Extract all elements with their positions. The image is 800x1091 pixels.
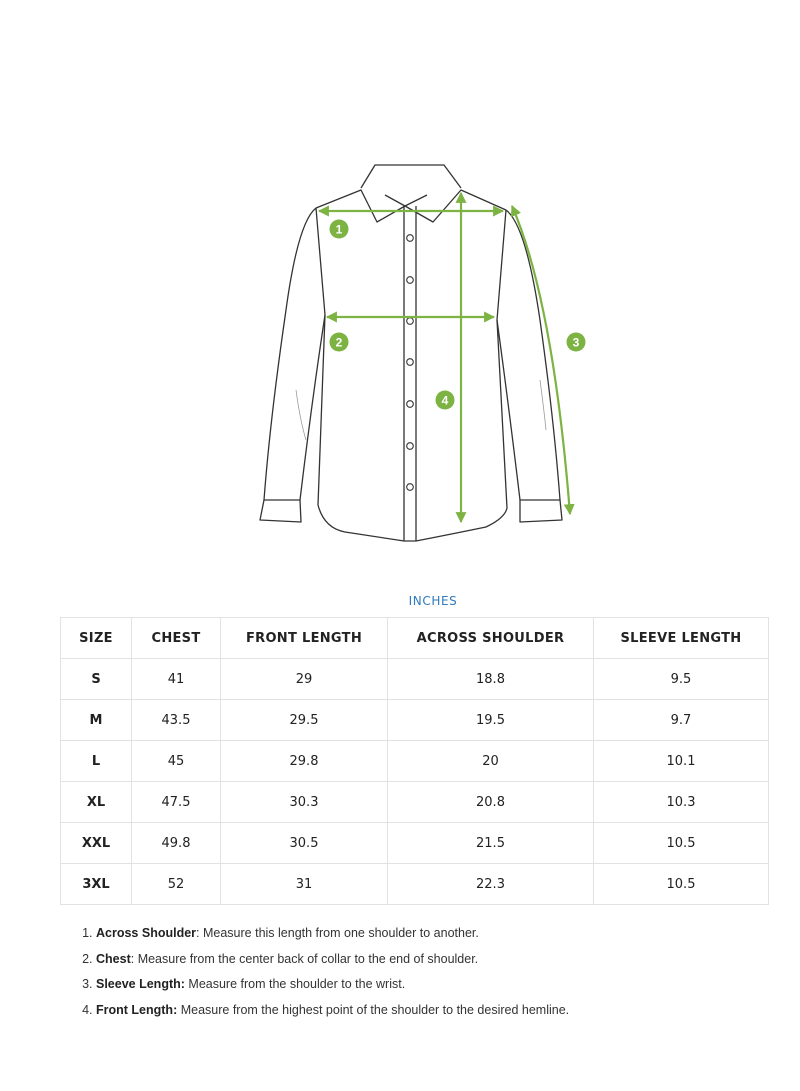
- size-cell: S: [61, 659, 132, 700]
- note-item: 1. Across Shoulder: Measure this length from one shoulder to another.: [96, 924, 569, 950]
- front-length-cell: 29.5: [221, 700, 388, 741]
- note-term: Front Length:: [96, 1002, 178, 1017]
- note-term: Chest: [96, 951, 131, 966]
- table-row: [61, 823, 769, 864]
- chest-cell: 41: [132, 659, 221, 700]
- chest-cell: 47.5: [132, 782, 221, 823]
- sleeve-length-cell: 10.3: [594, 782, 769, 823]
- chest-cell: 45: [132, 741, 221, 782]
- note-text: Measure this length from one shoulder to another.: [202, 926, 479, 940]
- measurement-markers: [330, 220, 586, 410]
- size-cell: 3XL: [61, 864, 132, 905]
- chest-cell: 43.5: [132, 700, 221, 741]
- header-across-shoulder: ACROSS SHOULDER: [388, 618, 594, 659]
- sleeve-length-cell: 9.5: [594, 659, 769, 700]
- across-shoulder-cell: 19.5: [388, 700, 594, 741]
- svg-text:3: 3: [572, 335, 580, 350]
- size-chart-table: [60, 617, 769, 905]
- table-row: [61, 700, 769, 741]
- size-cell: XXL: [61, 823, 132, 864]
- across-shoulder-cell: 21.5: [388, 823, 594, 864]
- size-cell: XL: [61, 782, 132, 823]
- across-shoulder-cell: 22.3: [388, 864, 594, 905]
- chest-cell: 49.8: [132, 823, 221, 864]
- across-shoulder-cell: 18.8: [388, 659, 594, 700]
- marker-4: [436, 391, 455, 410]
- sleeve-length-cell: 10.1: [594, 741, 769, 782]
- header-size: SIZE: [61, 618, 132, 659]
- front-length-cell: 30.3: [221, 782, 388, 823]
- marker-1: [330, 220, 349, 239]
- table-row: [61, 659, 769, 700]
- marker-2: [330, 333, 349, 352]
- measurement-notes: [80, 924, 569, 1026]
- chest-cell: 52: [132, 864, 221, 905]
- across-shoulder-cell: 20.8: [388, 782, 594, 823]
- note-item: [96, 1001, 569, 1027]
- svg-text:2: 2: [335, 335, 343, 350]
- sleeve-length-cell: 10.5: [594, 864, 769, 905]
- size-cell: M: [61, 700, 132, 741]
- marker-3: [567, 333, 586, 352]
- table-row: [61, 864, 769, 905]
- across-shoulder-cell: 20: [388, 741, 594, 782]
- front-length-cell: 30.5: [221, 823, 388, 864]
- sleeve-length-cell: 10.5: [594, 823, 769, 864]
- header-chest: CHEST: [132, 618, 221, 659]
- note-text: Measure from the center back of collar to the end of shoulder.: [137, 951, 479, 966]
- front-length-cell: 29.8: [221, 741, 388, 782]
- table-row: [61, 741, 769, 782]
- svg-text:4: 4: [441, 393, 449, 408]
- table-header-row: [61, 618, 769, 659]
- header-front-length: FRONT LENGTH: [221, 618, 388, 659]
- unit-title: INCHES: [408, 594, 458, 608]
- svg-text:1: 1: [335, 222, 343, 237]
- measurement-lines: [319, 193, 570, 522]
- note-item: 2. Chest: Measure from the center back of collar to the end of shoulder.: [96, 950, 569, 976]
- front-length-cell: 31: [221, 864, 388, 905]
- shirt-buttons: [407, 235, 414, 491]
- note-item: [96, 975, 569, 1001]
- note-text: Measure from the highest point of the shoulder to the desired hemline.: [180, 1002, 570, 1017]
- front-length-cell: 29: [221, 659, 388, 700]
- sleeve-length-cell: 9.7: [594, 700, 769, 741]
- note-term: Sleeve Length:: [96, 977, 185, 991]
- note-term: Across Shoulder: [96, 926, 197, 940]
- sleeve-length-line: [512, 206, 570, 514]
- table-row: [61, 782, 769, 823]
- size-cell: L: [61, 741, 132, 782]
- note-text: Measure from the shoulder to the wrist.: [188, 977, 406, 991]
- header-sleeve-length: SLEEVE LENGTH: [594, 618, 769, 659]
